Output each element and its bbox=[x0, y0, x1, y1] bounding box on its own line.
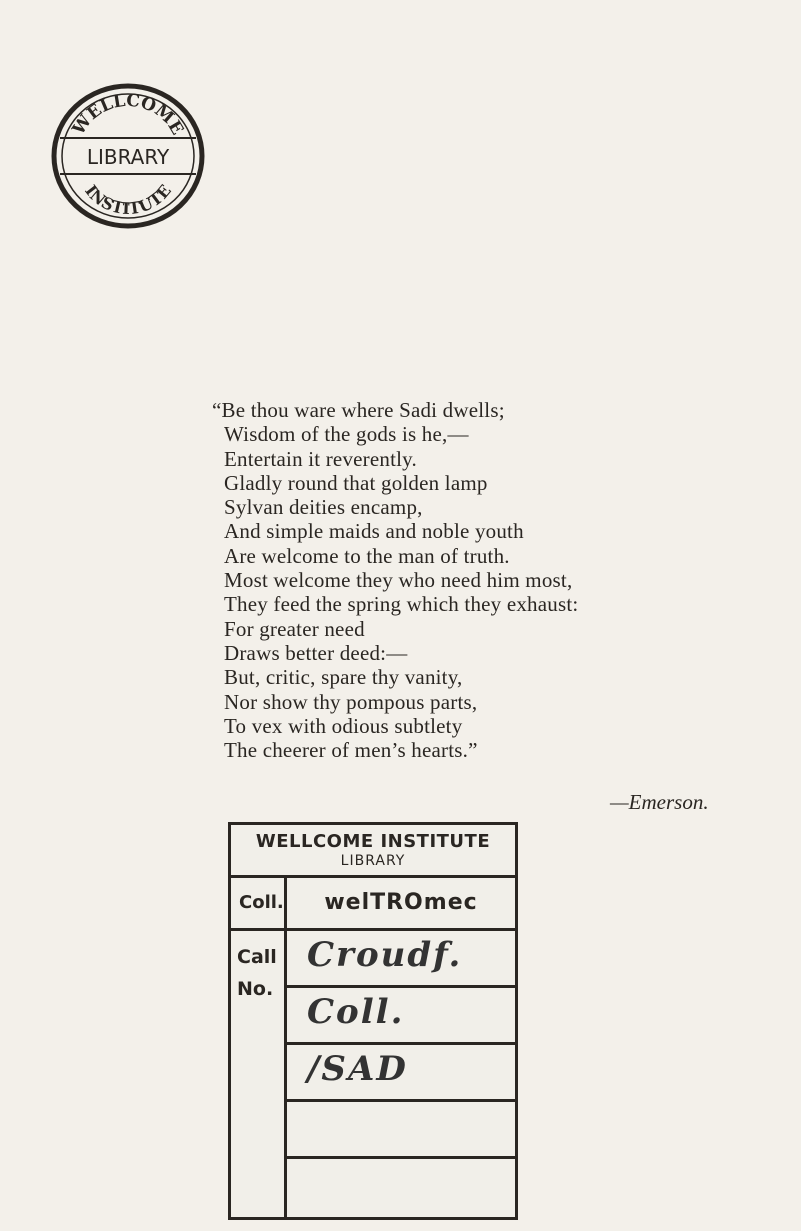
poem-line: The cheerer of men’s hearts.” bbox=[224, 738, 478, 763]
coll-value: welTROmec bbox=[324, 890, 478, 915]
stamp-middle-text: LIBRARY bbox=[86, 145, 170, 169]
call-label: Call bbox=[237, 946, 277, 968]
label-subtitle: LIBRARY bbox=[340, 853, 406, 869]
poem-line: Wisdom of the gods is he,— bbox=[224, 422, 469, 447]
poem-line: Nor show thy pompous parts, bbox=[224, 689, 478, 714]
poem-line: Sylvan deities encamp, bbox=[224, 495, 423, 520]
call-number-slot: Croudf. bbox=[287, 931, 515, 988]
call-number-slot: Coll. bbox=[287, 988, 515, 1045]
stamp-top-text: WELLCOME bbox=[68, 90, 188, 139]
label-call-area bbox=[231, 931, 515, 1218]
poem-line: But, critic, spare thy vanity, bbox=[224, 665, 463, 690]
poem bbox=[212, 398, 784, 763]
poem-line: Gladly round that golden lamp bbox=[224, 470, 488, 495]
label-header bbox=[231, 825, 515, 878]
stamp-bottom-text: INSTITUTE bbox=[81, 181, 175, 219]
poem-line: They feed the spring which they exhaust: bbox=[224, 592, 579, 617]
poem-line: Most welcome they who need him most, bbox=[224, 568, 573, 593]
call-number-slots bbox=[287, 931, 515, 1218]
call-number-slot bbox=[287, 1102, 515, 1159]
poem-line: “Be thou ware where Sadi dwells; bbox=[212, 398, 505, 422]
stamp-seal-icon bbox=[48, 76, 208, 236]
poem-line: Are welcome to the man of truth. bbox=[224, 543, 510, 568]
label-title: WELLCOME INSTITUTE bbox=[255, 831, 491, 852]
coll-label: Coll. bbox=[231, 878, 287, 928]
poem-line: To vex with odious subtlety bbox=[224, 713, 463, 738]
call-number-slot: /SAD bbox=[287, 1045, 515, 1102]
call-no-label bbox=[231, 931, 287, 1218]
poem-line: And simple maids and noble youth bbox=[224, 519, 524, 544]
poem-attribution: —Emerson. bbox=[610, 790, 709, 814]
call-number-slot bbox=[287, 1159, 515, 1216]
call-number-label bbox=[228, 822, 518, 1220]
no-label: No. bbox=[237, 978, 274, 1000]
label-coll-row bbox=[231, 878, 515, 931]
poem-line: Entertain it reverently. bbox=[224, 446, 417, 471]
poem-line: Draws better deed:— bbox=[224, 640, 408, 665]
library-stamp bbox=[48, 76, 208, 236]
poem-line: For greater need bbox=[224, 616, 365, 641]
svg-text:INSTITUTE bbox=[81, 181, 175, 218]
